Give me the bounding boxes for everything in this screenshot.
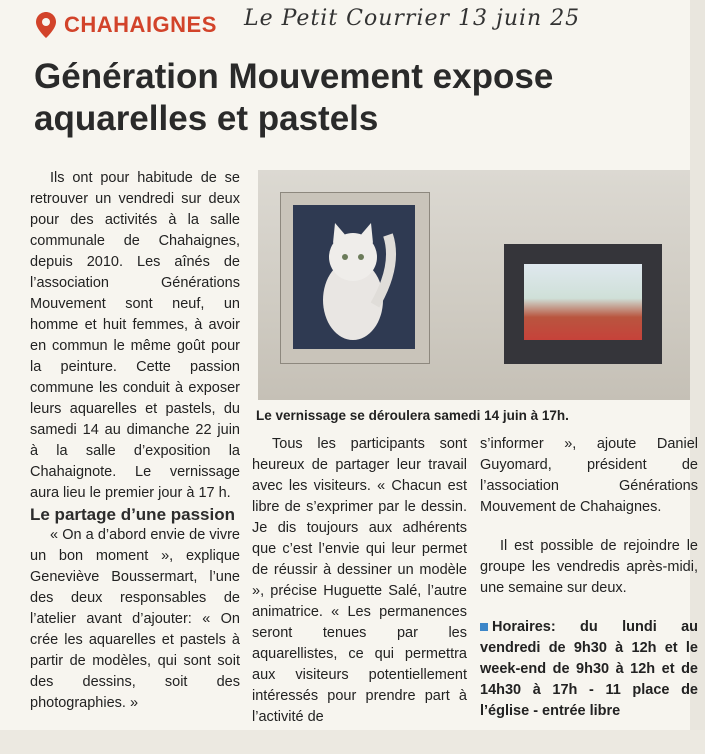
paragraph-quote: « On a d’abord envie de vivre un bon moment », explique Geneviève Boussermart, l’une des deux responsables de l’atelier avant d’ajouter: « On crée les aquarelles et pastels à partir de modèles, qui sont soit des dessins, soit des photographies. » [30, 527, 240, 711]
framed-landscape-painting [504, 244, 662, 364]
map-pin-icon [36, 12, 56, 38]
paragraph-participants: Tous les participants sont heureux de partager leur travail avec les visiteurs. « Chacun est libre de s’exprimer par le dessin. Je dis toujours aux adhérents que c’est l’envie qui leur permet de réussir à dessiner un modèle », précise Huguette Salé, l’autre animatrice. « Les permanences seront tenues par les aquarellistes, ce qui permettra aux visiteurs potentiellement intéressés pour prendre part à l’activité de [252, 436, 467, 725]
article-photo [258, 170, 690, 400]
framed-cat-painting [280, 192, 430, 364]
info-square-icon [480, 623, 488, 631]
info-box [480, 617, 698, 722]
location-label: CHAHAIGNES [64, 12, 217, 37]
paragraph-join: Il est possible de rejoindre le groupe les vendredis après-midi, une semaine sur deux. [480, 538, 698, 596]
location-tag [36, 12, 217, 38]
column-1 [30, 168, 240, 714]
info-text: Horaires: du lundi au vendredi de 9h30 à 12h et le week-end de 9h30 à 12h et de 14h30 à 17h - 11 place de l’église - entrée libre [480, 619, 698, 719]
photo-caption: Le vernissage se déroulera samedi 14 juin à 17h. [256, 408, 569, 423]
article-title: Génération Mouvement expose aquarelles et pastels [34, 57, 554, 138]
paragraph-intro: Ils ont pour habitude de se retrouver un vendredi sur deux pour des activités à la salle communale de Chahaignes, depuis 2010. Les aînés de l’association Générations Mouvement sont neuf, un homme et huit femmes, à avoir en commun le même goût pour la peinture. Cette passion commune les conduit à exposer leurs aquarelles et pastels, du samedi 14 au dimanche 22 juin à la salle d’exposition la Chahaignote. Le vernissage aura lieu le premier jour à 17 h. [30, 170, 240, 501]
handwritten-source-note: Le Petit Courrier 13 juin 25 [244, 6, 581, 31]
column-2 [252, 434, 467, 728]
paragraph-president: s’informer », ajoute Daniel Guyomard, président de l’association Générations Mouvement de Chahaignes. [480, 436, 698, 515]
poppy-field-painting [524, 264, 642, 340]
cat-illustration [293, 205, 415, 349]
column-3 [480, 434, 698, 722]
page-bottom-edge [0, 730, 705, 754]
subheading: Le partage d’une passion [30, 505, 235, 524]
cat-painting [293, 205, 415, 349]
